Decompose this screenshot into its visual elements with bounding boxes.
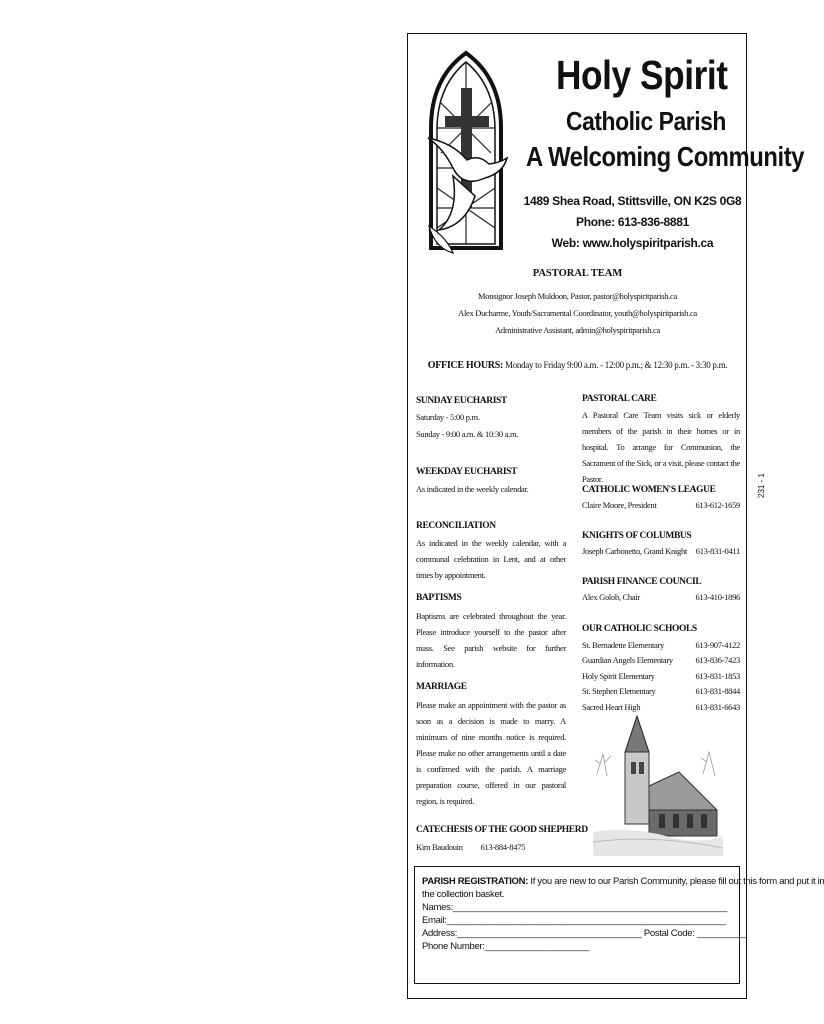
pastoral-team-member: Monsignor Joseph Muldoon, Pastor, pastor@holyspiritparish.ca xyxy=(478,291,677,301)
school-phone: 613-836-7423 xyxy=(695,655,740,665)
section-heading: OUR CATHOLIC SCHOOLS xyxy=(582,624,697,634)
school-row xyxy=(582,653,740,669)
contact-row xyxy=(582,590,740,604)
schools-section xyxy=(582,622,740,715)
weekday-eucharist-section xyxy=(416,465,566,496)
section-heading: WEEKDAY EUCHARIST xyxy=(416,467,517,477)
school-name: Sacred Heart High xyxy=(582,701,641,712)
section-heading: KNIGHTS OF COLUMBUS xyxy=(582,531,692,541)
kofc-section xyxy=(582,529,740,558)
pastoral-team-heading: PASTORAL TEAM xyxy=(532,268,623,279)
sunday-eucharist-section xyxy=(416,394,566,441)
contact-name: Joseph Carbonetto, Grand Knight xyxy=(582,546,687,556)
schedule-line: Saturday - 5:00 p.m. xyxy=(416,412,480,422)
school-name: St. Bernadette Elementary xyxy=(582,639,664,650)
marriage-section xyxy=(416,680,566,809)
finance-council-section xyxy=(582,575,740,604)
parish-website: Web: www.holyspiritparish.ca xyxy=(551,236,714,250)
school-name: St. Stephen Elementary xyxy=(582,686,656,696)
pastoral-team-member: Alex Ducharme, Youth/Sacramental Coordinator, youth@holyspiritparish.ca xyxy=(458,308,697,318)
section-heading: BAPTISMS xyxy=(416,593,462,603)
school-name: Guardian Angels Elementary xyxy=(582,655,673,665)
parish-address: 1489 Shea Road, Stittsville, ON K2S 0G8 xyxy=(523,194,742,208)
baptisms-section xyxy=(416,591,566,672)
parish-logo xyxy=(423,48,509,258)
section-heading: RECONCILIATION xyxy=(416,521,496,531)
school-row xyxy=(582,669,740,685)
pastoral-team-member: Administrative Assistant, admin@holyspiritparish.ca xyxy=(495,325,660,335)
school-name: Holy Spirit Elementary xyxy=(582,670,655,681)
contact-phone: 613-831-0411 xyxy=(695,546,740,556)
parish-registration-form xyxy=(414,866,824,984)
reconciliation-section xyxy=(416,519,566,583)
registration-intro xyxy=(422,875,824,888)
office-hours xyxy=(410,360,745,371)
office-hours-label: OFFICE HOURS: xyxy=(427,360,504,371)
registration-intro-text-2: the collection basket. xyxy=(422,889,505,900)
section-heading: MARRIAGE xyxy=(416,682,467,692)
parish-phone: Phone: 613-836-8881 xyxy=(575,215,690,229)
section-text: A Pastoral Care Team visits sick or elderly members of the parish in their homes or in hospital. To arrange for Communion, the Sacrament of the Sick, or a visit, please contact the Pastor. xyxy=(582,410,740,484)
page-code: 231 - 1 xyxy=(757,473,766,498)
school-phone: 613-831-8844 xyxy=(695,686,740,696)
school-row xyxy=(582,638,740,654)
address-postal-field[interactable]: Address:_____________________________________ Postal Code: __________ xyxy=(422,928,747,939)
contact-name: Kim Baudouin xyxy=(416,842,463,852)
school-phone: 613-831-1853 xyxy=(695,670,740,681)
registration-label: PARISH REGISTRATION: xyxy=(422,876,529,887)
school-row xyxy=(582,700,740,716)
school-phone: 613-907-4122 xyxy=(695,639,740,650)
contact-row xyxy=(416,840,576,854)
contact-row xyxy=(582,498,740,512)
names-field[interactable]: Names:_______________________________________________________ xyxy=(422,902,728,913)
section-text: Please make an appointment with the pastor as soon as a decision is made to marry. A minimum of nine months notice is required. Please make no other arrangements until a date is confirmed with the parish. A marriage preparation course, offered in our pastoral region, is required. xyxy=(416,700,566,806)
catechesis-section xyxy=(416,823,588,854)
section-text: As indicated in the weekly calendar, with a communal celebration in Lent, and at other times by appointment. xyxy=(416,538,566,580)
section-heading: PASTORAL CARE xyxy=(582,394,657,404)
section-heading: PARISH FINANCE COUNCIL xyxy=(582,577,702,587)
school-row xyxy=(582,684,740,700)
contact-phone: 613-410-1896 xyxy=(695,592,740,602)
contact-name: Claire Moore, President xyxy=(582,500,657,510)
contact-name: Alex Golob, Chair xyxy=(582,592,640,602)
schedule-line: Sunday - 9:00 a.m. & 10:30 a.m. xyxy=(416,429,519,439)
parish-title: Holy Spirit xyxy=(556,52,728,98)
contact-phone: 613-612-1659 xyxy=(695,500,740,510)
section-heading: CATECHESIS OF THE GOOD SHEPHERD xyxy=(416,825,588,835)
section-heading: CATHOLIC WOMEN'S LEAGUE xyxy=(582,485,716,495)
pastoral-care-section xyxy=(582,392,740,487)
contact-phone: 613-884-8475 xyxy=(480,842,526,852)
registration-intro-text: If you are new to our Parish Community, please fill out this form and put it in xyxy=(528,876,824,887)
section-heading: SUNDAY EUCHARIST xyxy=(416,396,507,406)
section-text: As indicated in the weekly calendar. xyxy=(416,484,529,494)
email-field[interactable]: Email:________________________________________________________ xyxy=(422,915,726,926)
parish-tagline: A Welcoming Community xyxy=(526,141,805,172)
cwl-section xyxy=(582,483,740,512)
parish-subtitle: Catholic Parish xyxy=(566,106,726,136)
phone-number-field[interactable]: Phone Number:_____________________ xyxy=(422,941,590,952)
office-hours-text: Monday to Friday 9:00 a.m. - 12:00 p.m.; & 12:30 p.m. - 3:30 p.m. xyxy=(503,360,728,370)
church-photo xyxy=(593,714,723,856)
section-text: Baptisms are celebrated throughout the year. Please introduce yourself to the pastor after mass. See parish website for further information. xyxy=(416,611,566,669)
contact-row xyxy=(582,544,740,558)
school-phone: 613-831-6643 xyxy=(695,701,740,712)
